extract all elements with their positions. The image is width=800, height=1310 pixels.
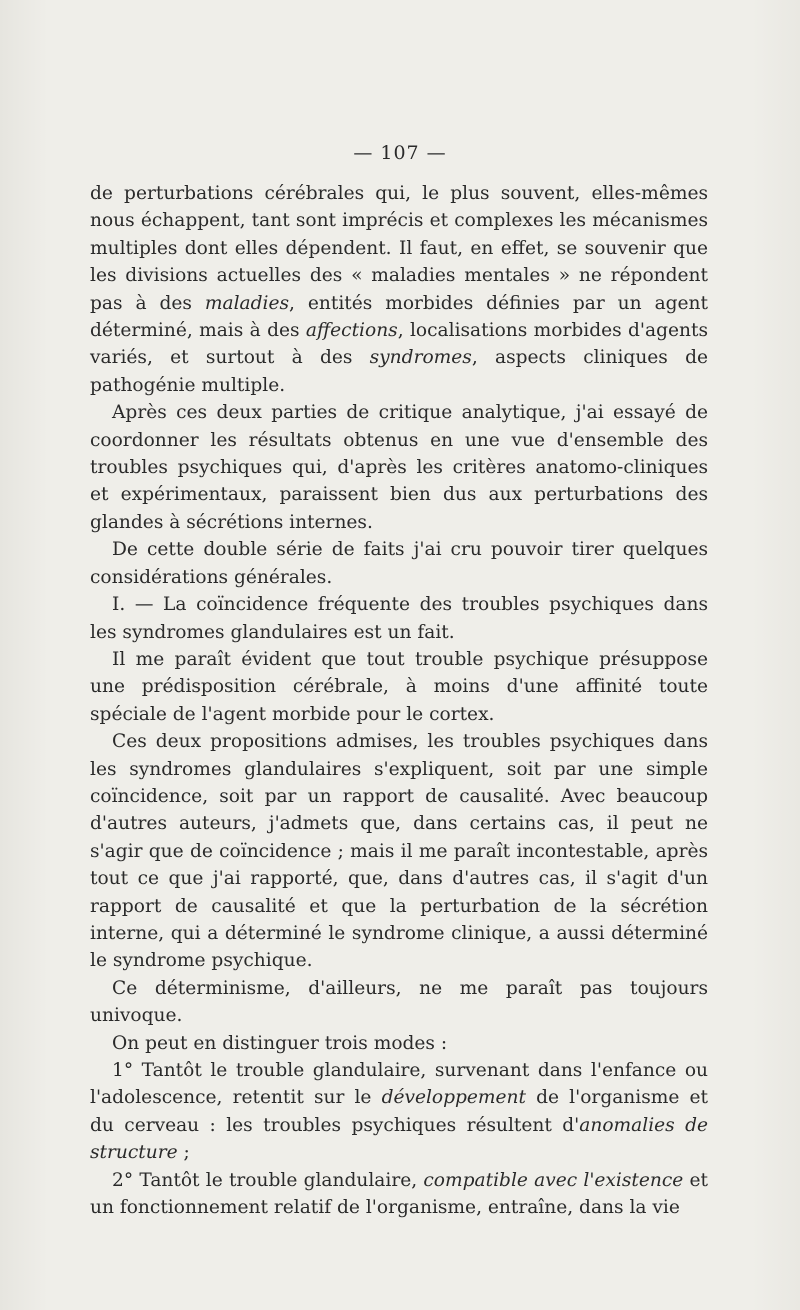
paragraph: [90, 1167, 708, 1222]
paragraph: [90, 399, 708, 536]
paragraph: [90, 975, 708, 1030]
paragraph: [90, 646, 708, 728]
italic-text: syndromes: [369, 347, 472, 369]
text-run: Ce déterminisme, d'ailleurs, ne me paraît pas toujours univoque.: [90, 977, 708, 1027]
text-run: de perturbations cérébrales qui, le plus souvent, elles-mêmes nous échappent, tant sont imprécis et complexes les mécanismes multiples dont elles dépendent. Il faut, en effet, se souvenir que les divisions actuelles des « maladies mentales » ne répondent pas à des: [90, 183, 708, 314]
text-run: ;: [177, 1142, 190, 1164]
text-run: , aspects cliniques de pathogénie multiple.: [90, 347, 708, 396]
text-run: Après ces deux parties de critique analytique, j'ai essayé de coordonner les résultats obtenus en une vue d'ensemble des troubles psychiques qui, d'après les critères anatomo-cliniques et expérimentaux, paraissent bien dus aux perturbations des glandes à sécrétions internes.: [90, 402, 708, 533]
paragraph: [90, 180, 708, 399]
text-run: 1° Tantôt le trouble glandulaire, survenant dans l'enfance ou l'adolescence, retentit sur le: [90, 1060, 708, 1109]
italic-text: développement: [381, 1087, 527, 1109]
text-run: Ces deux propositions admises, les troubles psychiques dans les syndromes glandulaires s'expliquent, soit par une simple coïncidence, soit par un rapport de causalité. Avec beaucoup d'autres auteurs, j'admets que, dans certains cas, il peut ne s'agir que de coïncidence ; mais il me paraît incontestable, après tout ce que j'ai rapporté, que, dans d'autres cas, il s'agit d'un rapport de causalité et que la perturbation de la sécrétion interne, qui a déterminé le syndrome clinique, a aussi déterminé le syndrome psychique.: [90, 731, 708, 972]
paragraph: [90, 591, 708, 646]
text-run: I. — La coïncidence fréquente des troubles psychiques dans les syndromes glandulaires est un fait.: [90, 594, 708, 643]
paragraph: [90, 728, 708, 975]
text-run: Il me paraît évident que tout trouble psychique présuppose une prédisposition cérébrale, à moins d'une affinité toute spéciale de l'agent morbide pour le cortex.: [90, 648, 708, 725]
paragraph: [90, 1030, 708, 1057]
italic-text: affections: [305, 320, 398, 342]
text-run: et un fonctionnement relatif de l'organisme, entraîne, dans la vie: [90, 1169, 708, 1219]
paragraph: [90, 1057, 708, 1167]
italic-text: maladies: [204, 292, 290, 314]
text-run: On peut en distinguer trois modes :: [112, 1032, 448, 1054]
page-number: — 107 —: [353, 142, 447, 164]
text-run: de l'organisme et du cerveau : les troubles psychiques résultent d': [90, 1087, 709, 1136]
body-text: [90, 180, 708, 1221]
italic-text: compatible avec l'existence: [423, 1169, 684, 1191]
text-run: 2° Tantôt le trouble glandulaire,: [112, 1169, 424, 1191]
paragraph: [90, 536, 708, 591]
italic-text: anomalies de structure: [90, 1114, 709, 1164]
text-run: , localisations morbides d'agents variés, et surtout à des: [90, 320, 708, 369]
text-run: , entités morbides définies par un agent déterminé, mais à des: [90, 292, 709, 342]
text-run: De cette double série de faits j'ai cru pouvoir tirer quelques considérations générales.: [90, 539, 708, 588]
